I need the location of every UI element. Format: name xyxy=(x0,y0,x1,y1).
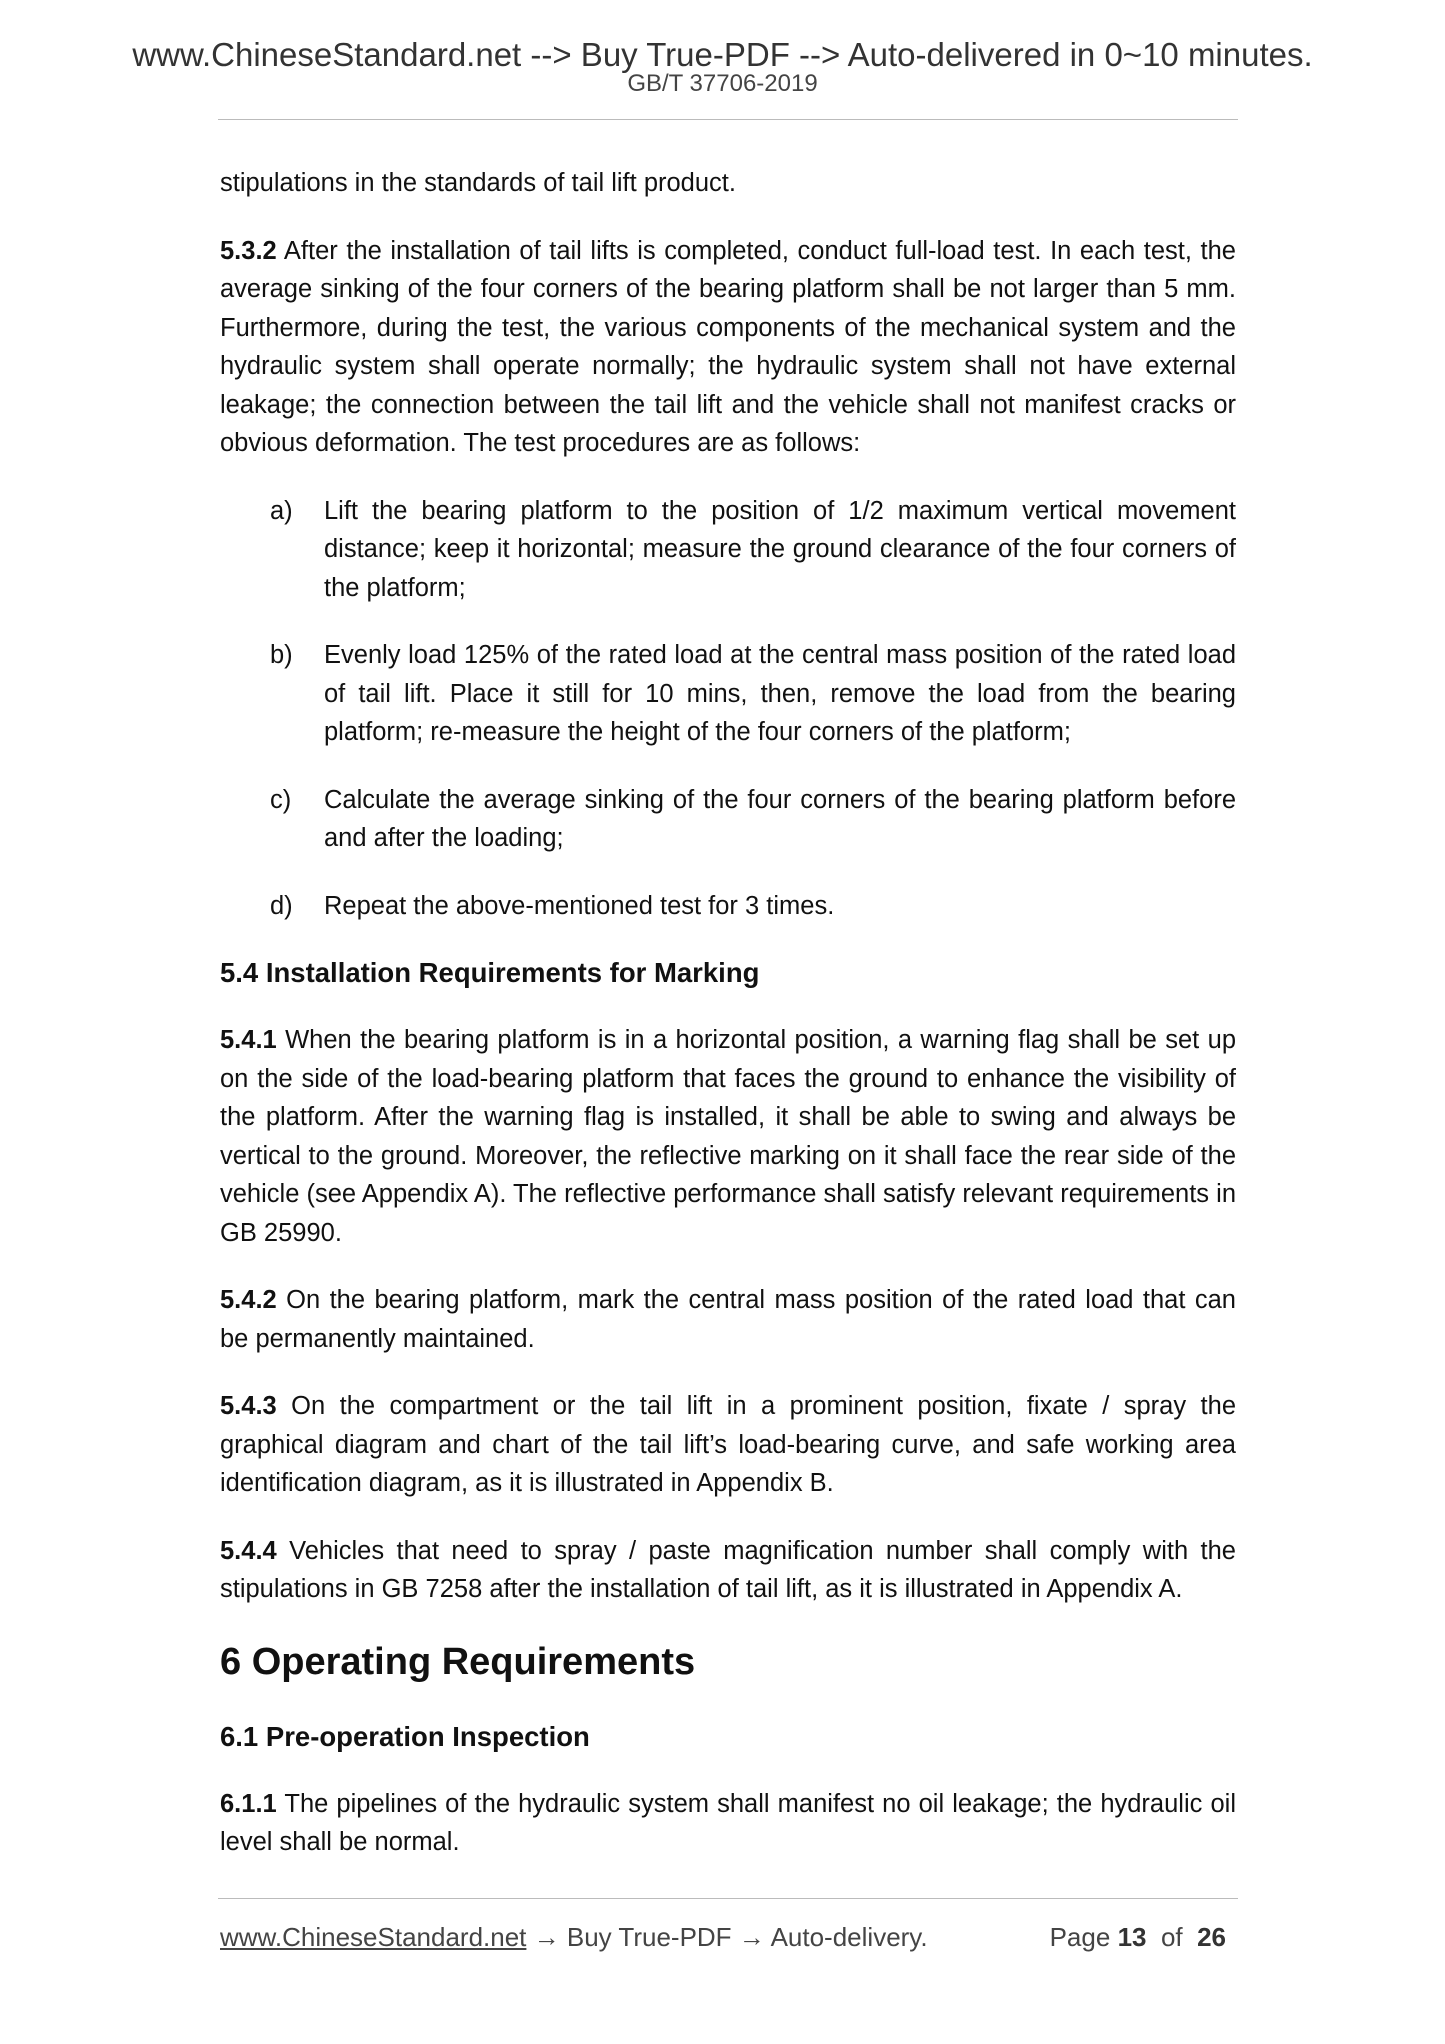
page-word: Page xyxy=(1049,1922,1111,1952)
list-item xyxy=(220,492,1236,608)
clause-text: When the bearing platform is in a horizontal position, a warning flag shall be set up on the side of the load-bearing platform that faces the ground to enhance the visibility of the platform. After the warning flag is installed, it shall be able to swing and always be vertical to the ground. Moreover, the reflective marking on it shall face the rear side of the vehicle (see Appendix A). The reflective performance shall satisfy relevant requirements in GB 25990. xyxy=(220,1026,1236,1247)
clause-number: 5.4.4 xyxy=(220,1536,277,1565)
page-content xyxy=(220,164,1236,1891)
footer-promo xyxy=(220,1922,928,1952)
clause-text: The pipelines of the hydraulic system shall manifest no oil leakage; the hydraulic oil level shall be normal. xyxy=(220,1789,1236,1856)
clause-5-4-1 xyxy=(220,1021,1236,1252)
page-total: 26 xyxy=(1197,1922,1226,1952)
list-item xyxy=(220,636,1236,752)
clause-5-4-3 xyxy=(220,1387,1236,1503)
clause-text: Vehicles that need to spray / paste magnification number shall comply with the stipulations in GB 7258 after the installation of tail lift, as it is illustrated in Appendix A. xyxy=(220,1536,1236,1603)
list-item xyxy=(220,781,1236,858)
list-item-label: c) xyxy=(270,785,292,814)
list-item-label: b) xyxy=(270,641,293,669)
clause-number: 6.1.1 xyxy=(220,1789,277,1818)
list-item-text: Evenly load 125% of the rated load at the central mass position of the rated load of tail lift. Place it still for 10 mins, then, remove the load from the bearing platform; re-measure the height of the four corners of the platform; xyxy=(324,641,1236,746)
footer-promo-text: → Buy True-PDF → Auto-delivery. xyxy=(526,1922,928,1952)
chapter-heading-6: 6 Operating Requirements xyxy=(220,1640,696,1683)
page-indicator xyxy=(1050,1922,1226,1953)
standard-number: GB/T 37706-2019 xyxy=(627,70,818,97)
list-item-text: Calculate the average sinking of the four corners of the bearing platform before and after the loading; xyxy=(324,785,1236,852)
clause-number: 5.4.1 xyxy=(220,1026,277,1054)
clause-number: 5.4.3 xyxy=(220,1392,277,1420)
clause-text: On the bearing platform, mark the central mass position of the rated load that can be permanently maintained. xyxy=(220,1286,1236,1353)
clause-number: 5.4.2 xyxy=(220,1286,277,1314)
of-word: of xyxy=(1160,1922,1183,1952)
clause-text: After the installation of tail lifts is completed, conduct full-load test. In each test, the average sinking of the four corners of the bearing platform shall be not larger than 5 mm. Furthermore, during the test, the various components of the mechanical system and the hydraulic system shall operate normally; the hydraulic system shall not have external leakage; the connection between the tail lift and the vehicle shall not manifest cracks or obvious deformation. The test procedures are as follows: xyxy=(220,236,1236,457)
clause-6-1-1 xyxy=(220,1785,1236,1862)
footer-site-link[interactable]: www.ChineseStandard.net xyxy=(220,1922,527,1952)
top-banner: www.ChineseStandard.net --> Buy True-PDF --> Auto-delivered in 0~10 minutes. xyxy=(132,36,1313,73)
footer-divider xyxy=(218,1898,1238,1899)
paragraph-continued: stipulations in the standards of tail lift product. xyxy=(220,169,736,197)
list-item-label: a) xyxy=(270,496,293,525)
header-divider xyxy=(218,119,1238,120)
page-footer xyxy=(220,1922,1236,1953)
list-item-text: Repeat the above-mentioned test for 3 times. xyxy=(324,891,835,920)
clause-5-4-4 xyxy=(220,1532,1236,1609)
clause-5-3-2 xyxy=(220,232,1236,463)
clause-5-4-2 xyxy=(220,1281,1236,1358)
page-number: 13 xyxy=(1117,1922,1147,1952)
list-item xyxy=(220,887,1236,926)
clause-text: On the compartment or the tail lift in a prominent position, fixate / spray the graphical diagram and chart of the tail lift’s load-bearing curve, and safe working area identification diagram, as it is illustrated in Appendix B. xyxy=(220,1392,1236,1497)
list-item-text: Lift the bearing platform to the position of 1/2 maximum vertical movement distance; keep it horizontal; measure the ground clearance of the four corners of the platform; xyxy=(324,496,1236,602)
clause-number: 5.3.2 xyxy=(220,236,277,265)
section-heading-5-4: 5.4 Installation Requirements for Marking xyxy=(220,957,760,988)
section-heading-6-1: 6.1 Pre-operation Inspection xyxy=(220,1720,590,1752)
list-item-label: d) xyxy=(270,891,293,920)
